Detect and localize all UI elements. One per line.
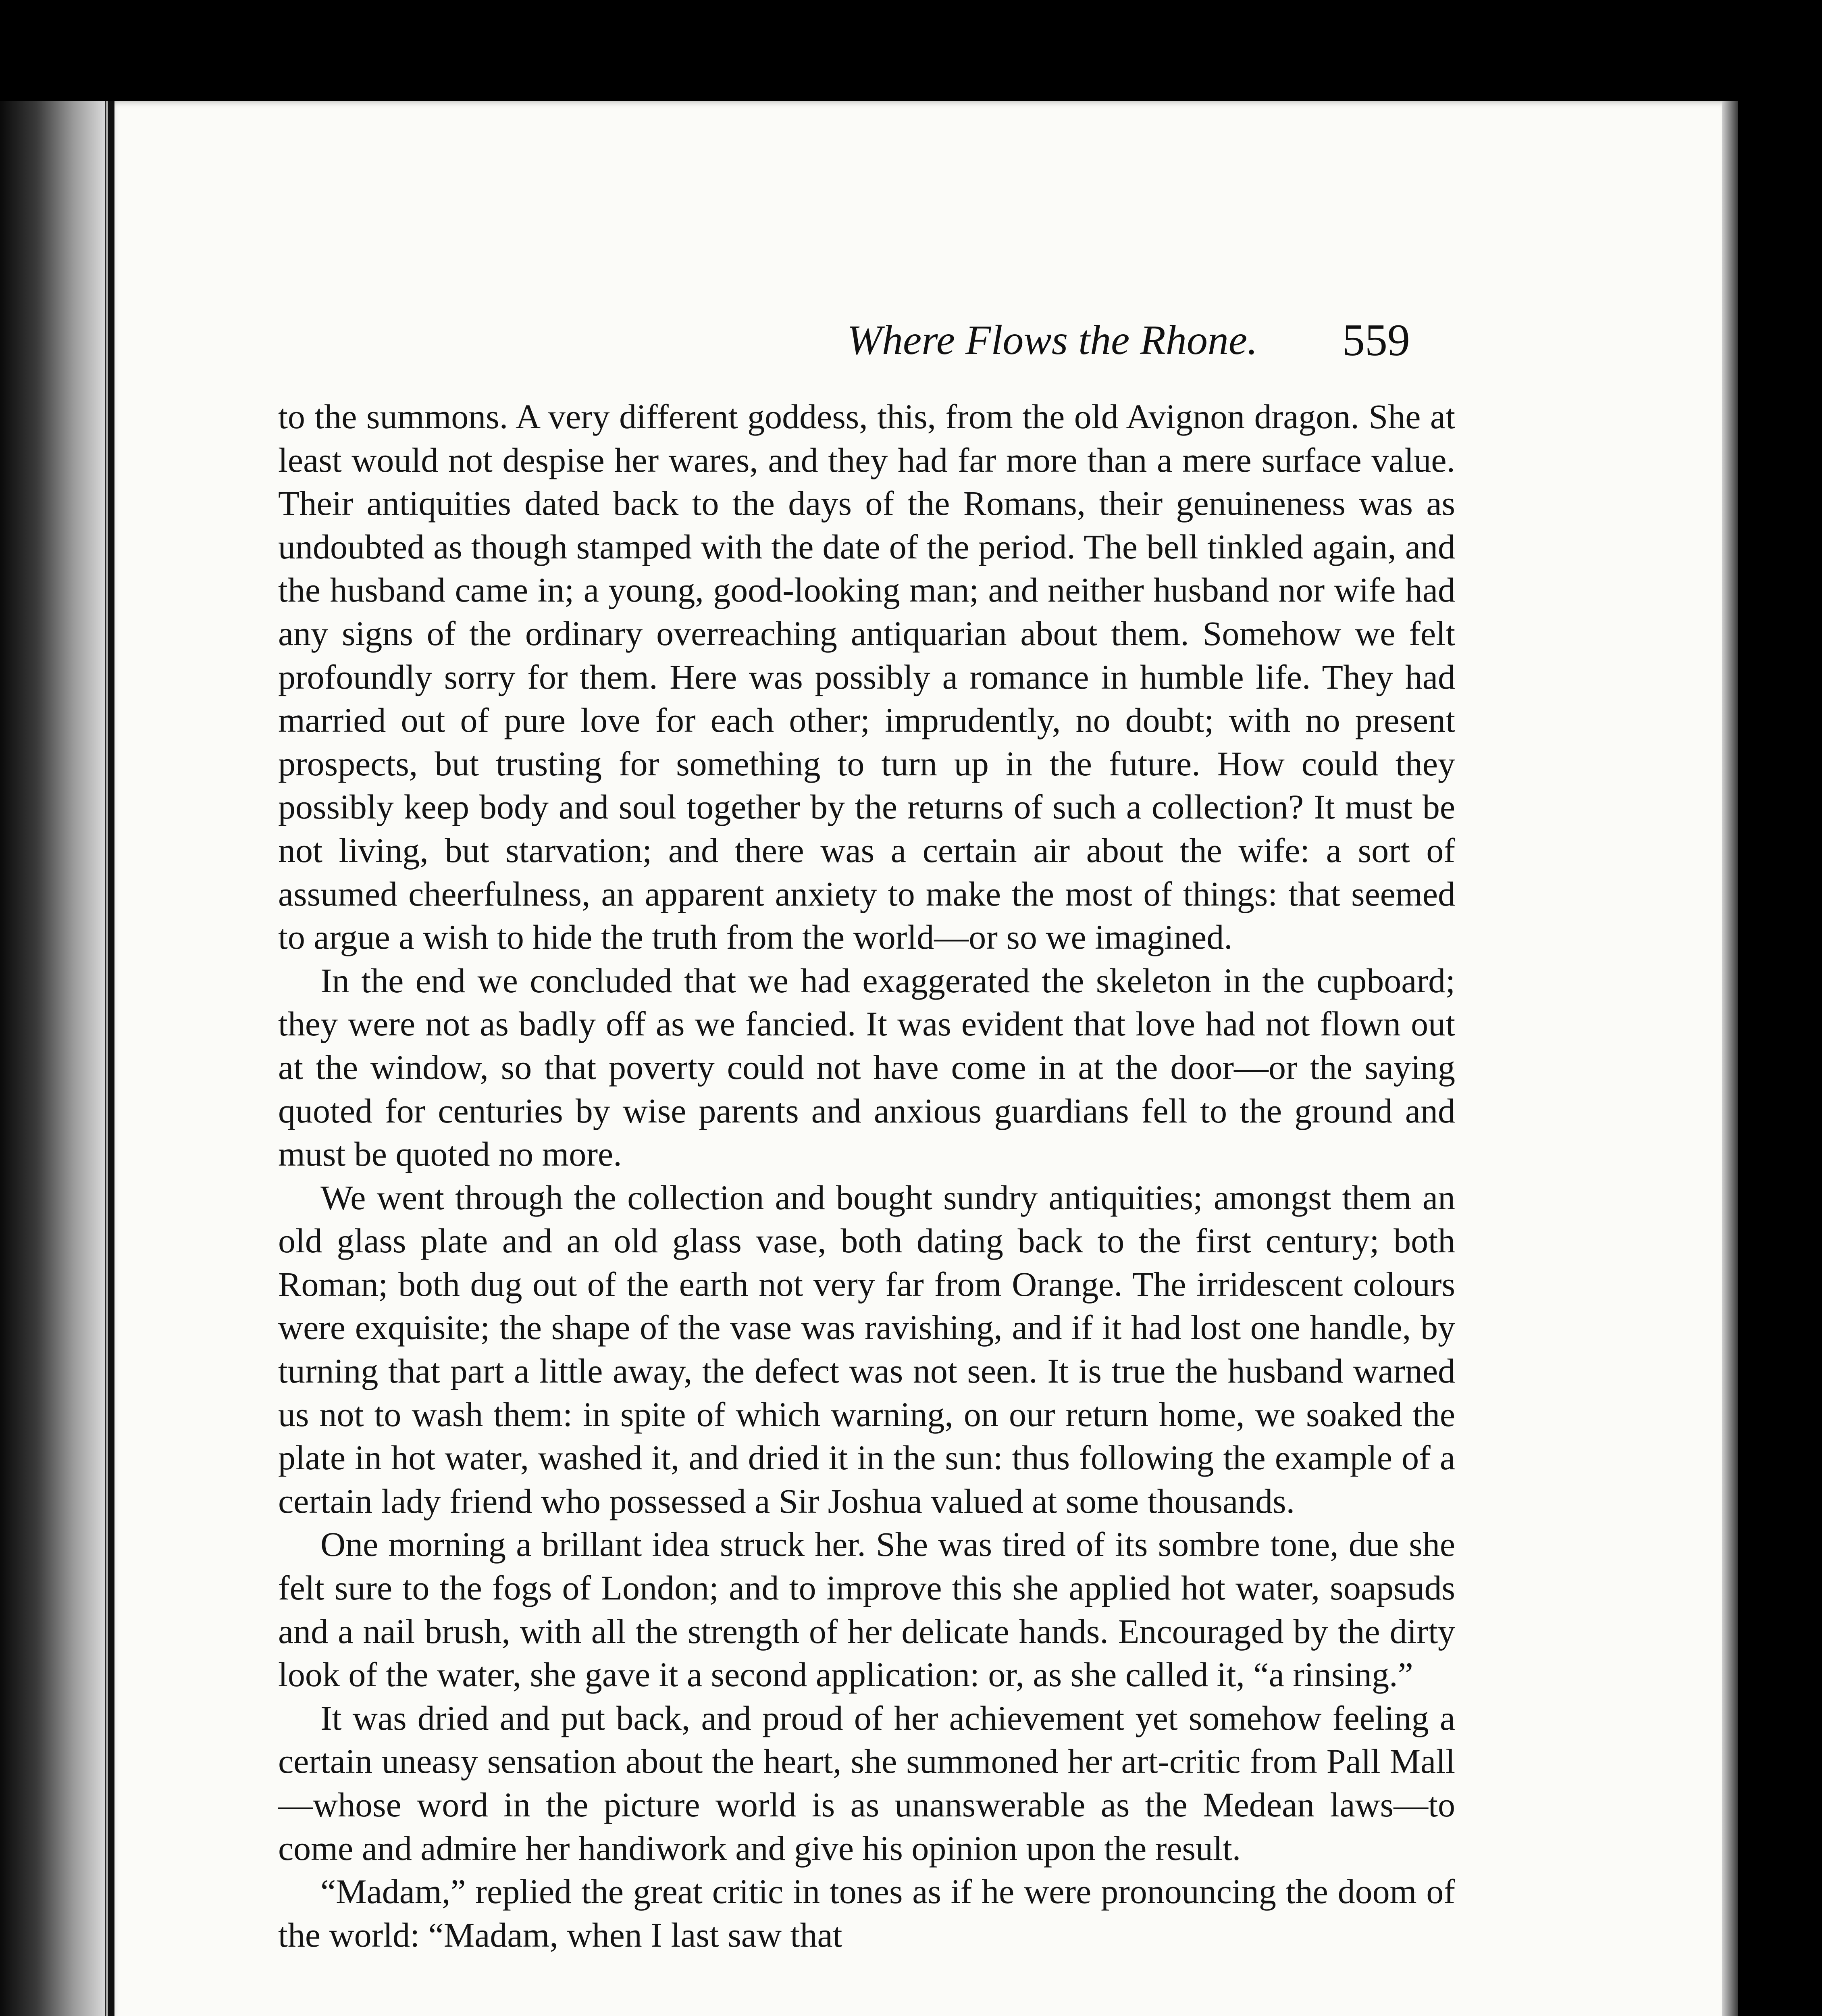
running-title: Where Flows the Rhone. — [847, 317, 1258, 363]
page-right-edge — [1722, 101, 1738, 2016]
paragraph: One morning a brillant idea struck her. She was tired of its sombre tone, due she felt sure to the fogs of London; and to improve this she applied hot water, soapsuds and a nail brush, with all the strength of her delicate hands. Encouraged by the dirty look of the water, she gave it a second application: or, as she called it, “a rinsing.” — [278, 1525, 1455, 1694]
page-gutter — [108, 101, 114, 2016]
paragraph-continued: to the summons. A very different goddess, this, from the old Avignon dragon. She at least would not despise her wares, and they had far more than a mere surface value. Their antiquities dated back to the days of the Romans, their genuineness was as undoubted as though stamped with the date of the period. The bell tinkled again, and the husband came in; a young, good-looking man; and neither husband nor wife had any signs of the ordinary overreaching antiquarian about them. Somehow we felt profoundly sorry for them. Here was possibly a romance in humble life. They had married out of pure love for each other; imprudently, no doubt; with no present prospects, but trusting for something to turn up in the future. How could they possibly keep body and soul together by the returns of such a collection? It must be not living, but starvation; and there was a certain air about the wife: a sort of assumed cheerfulness, an apparent anxiety to make the most of things: that seemed to argue a wish to hide the truth from the world—or so we imagined. — [278, 397, 1455, 957]
paragraph: We went through the collection and bought sundry antiquities; amongst them an old glass plate and an old glass vase, both dating back to the first century; both Roman; both dug out of the earth not very far from Orange. The irridescent colours were exquisite; the shape of the vase was ravishing, and if it had lost one handle, by turning that part a little away, the defect was not seen. It is true the husband warned us not to wash them: in spite of which warning, on our return home, we soaked the plate in hot water, washed it, and dried it in the sun: thus following the example of a certain lady friend who possessed a Sir Joshua valued at some thousands. — [278, 1178, 1455, 1520]
body-text — [278, 395, 1455, 1957]
paragraph: It was dried and put back, and proud of her achievement yet somehow feeling a certain uneasy sensation about the heart, she summoned her art-critic from Pall Mall—whose word in the picture world is as unanswerable as the Medean laws—to come and admire her handiwork and give his opinion upon the result. — [278, 1698, 1455, 1868]
paragraph: In the end we concluded that we had exaggerated the skeleton in the cupboard; they were not as badly off as we fancied. It was evident that love had not flown out at the window, so that poverty could not have come in at the door—or the saying quoted for centuries by wise parents and anxious guardians fell to the ground and must be quoted no more. — [278, 961, 1455, 1174]
paragraph: “Madam,” replied the great critic in tones as if he were pronouncing the doom of the world: “Madam, when I last saw that — [278, 1872, 1455, 1954]
facing-page-edge — [0, 101, 105, 2016]
page-number: 559 — [1342, 315, 1410, 365]
